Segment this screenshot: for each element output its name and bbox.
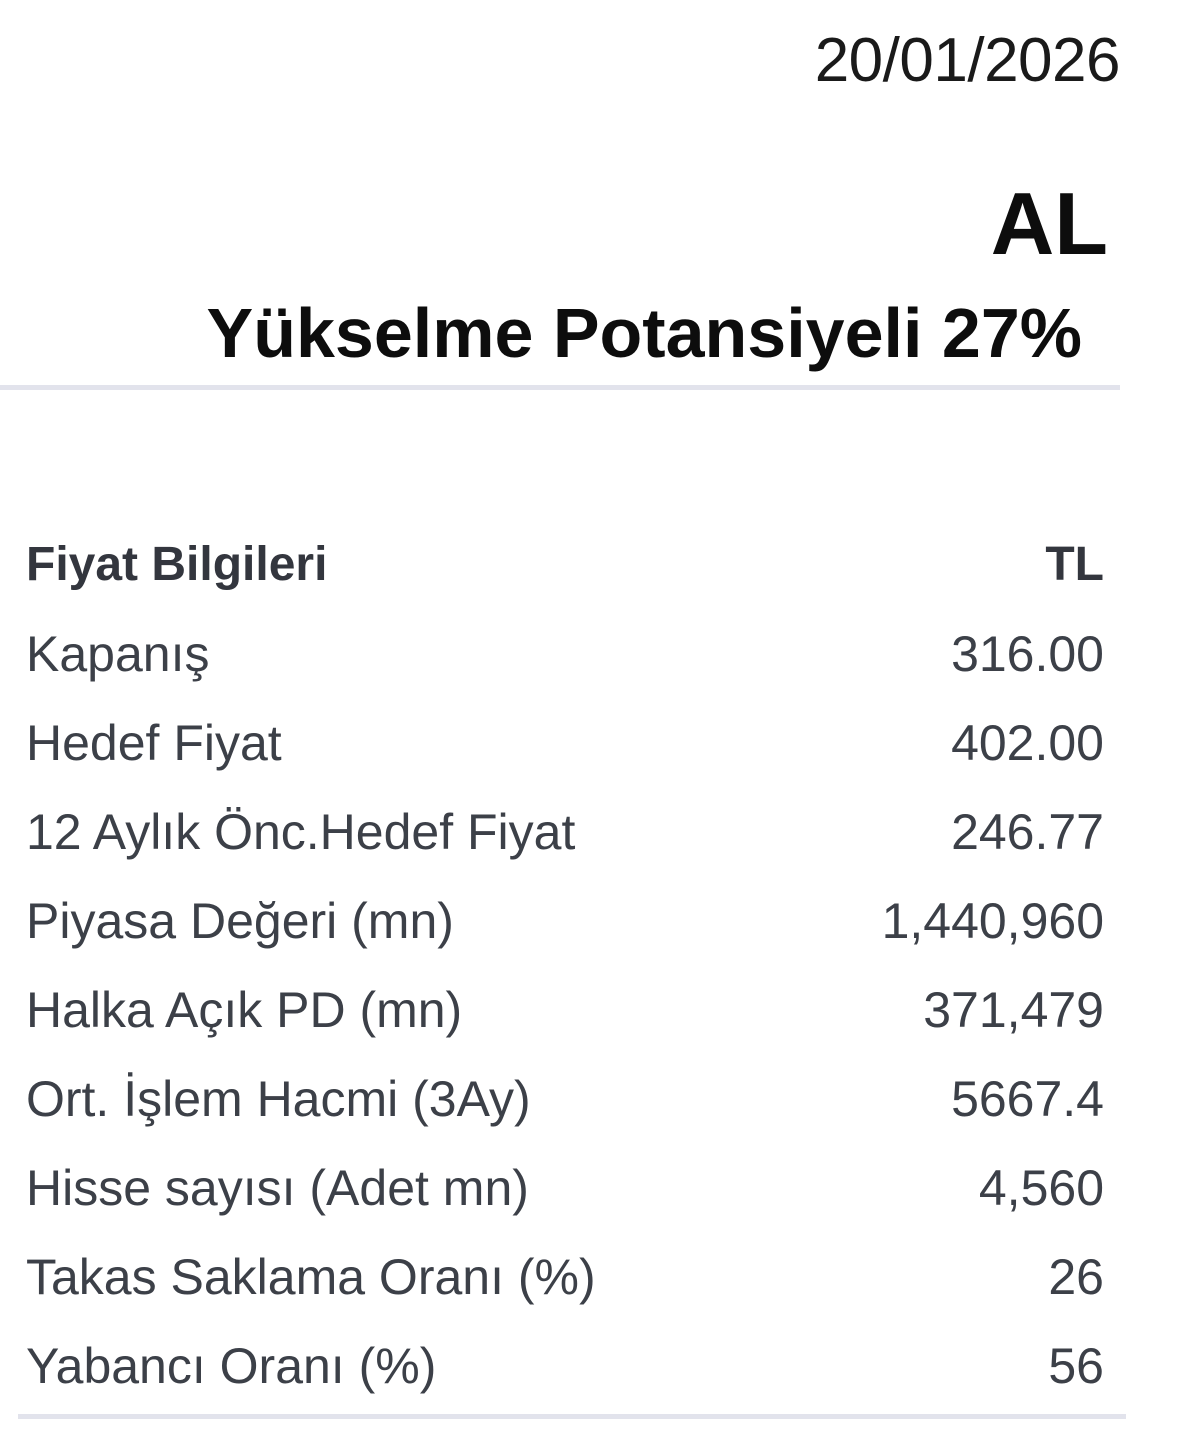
row-label: Yabancı Oranı (%) (26, 1337, 437, 1394)
row-value: 5667.4 (951, 1070, 1104, 1127)
table-row-free-float-cap (26, 965, 1104, 1054)
row-label: Ort. İşlem Hacmi (3Ay) (26, 1070, 531, 1127)
table-row-prior-target (26, 787, 1104, 876)
table-row-market-cap (26, 876, 1104, 965)
table-row-avg-volume (26, 1054, 1104, 1143)
row-label: Hedef Fiyat (26, 714, 282, 771)
table-header-unit: TL (1045, 538, 1104, 591)
table-row-target-price (26, 698, 1104, 787)
table-header (26, 520, 1104, 609)
table-row-share-count (26, 1143, 1104, 1232)
row-value: 402.00 (951, 714, 1104, 771)
row-value: 26 (1048, 1248, 1104, 1305)
row-value: 56 (1048, 1337, 1104, 1394)
top-divider (0, 385, 1120, 390)
table-row-closing (26, 609, 1104, 698)
row-value: 4,560 (978, 1159, 1104, 1216)
table-row-foreign-ratio (26, 1321, 1104, 1410)
row-label: Halka Açık PD (mn) (26, 981, 463, 1038)
row-value: 316.00 (951, 625, 1104, 682)
rating-label: AL (990, 174, 1108, 273)
row-label: Piyasa Değeri (mn) (26, 892, 454, 949)
table-header-label: Fiyat Bilgileri (26, 538, 328, 591)
table-row-custody-ratio (26, 1232, 1104, 1321)
row-label: Hisse sayısı (Adet mn) (26, 1159, 529, 1216)
row-value: 1,440,960 (881, 892, 1104, 949)
row-label: Kapanış (26, 625, 210, 682)
row-label: 12 Aylık Önc.Hedef Fiyat (26, 803, 576, 860)
bottom-divider (18, 1414, 1126, 1419)
row-value: 371,479 (923, 981, 1104, 1038)
price-info-table (26, 520, 1104, 1410)
report-date: 20/01/2026 (814, 26, 1120, 95)
row-label: Takas Saklama Oranı (%) (26, 1248, 596, 1305)
upside-potential: Yükselme Potansiyeli 27% (206, 294, 1082, 372)
row-value: 246.77 (951, 803, 1104, 860)
